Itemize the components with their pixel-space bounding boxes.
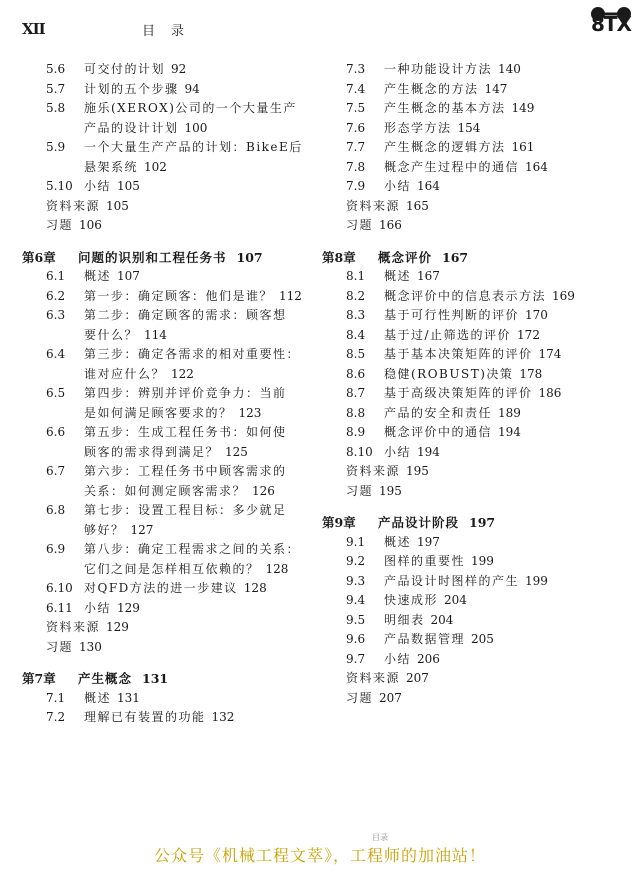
entry-title-cont: 悬架系统 <box>84 159 139 174</box>
toc-entry <box>322 345 622 365</box>
entry-page: 174 <box>538 347 562 361</box>
toc-left-column <box>22 60 312 728</box>
entry-page: 123 <box>238 405 262 420</box>
entry-title: 图样的重要性 <box>384 554 466 568</box>
entry-page: 204 <box>430 612 454 627</box>
entry-continuation-line <box>22 521 312 541</box>
chapter-title: 产品设计阶段 <box>378 515 460 530</box>
entry-title: 小结 <box>84 600 112 615</box>
entry-first-line <box>22 345 312 365</box>
entry-title-cont: 顾客的需求得到满足？ <box>84 444 220 459</box>
toc-entry-wrapped <box>22 99 312 138</box>
entry-title: 习题 <box>346 218 374 232</box>
entry-title: 小结 <box>384 179 412 193</box>
chapter-label: 第9章 <box>322 515 356 530</box>
footer-promo-text: 公众号《机械工程文萃》，工程师的加油站！ <box>153 846 486 865</box>
entry-page: 207 <box>379 690 402 705</box>
entry-title: 习题 <box>46 639 74 654</box>
toc-entry <box>322 119 622 139</box>
entry-page: 161 <box>511 140 535 154</box>
section-gap <box>322 501 622 513</box>
toc-misc-entry <box>22 197 312 217</box>
section-gap <box>322 236 622 248</box>
entry-page: 128 <box>243 581 267 595</box>
toc-entry <box>22 689 312 709</box>
footer-small-mark: 目录 <box>372 833 388 842</box>
section-number: 5.8 <box>46 101 66 115</box>
toc-entry <box>322 572 622 592</box>
entry-title: 产品数据管理 <box>384 632 466 646</box>
toc-entry-wrapped <box>22 501 312 540</box>
entry-page: 170 <box>525 308 548 322</box>
toc-misc-entry <box>322 462 622 482</box>
section-number: 9.5 <box>346 612 366 627</box>
entry-title: 概述 <box>384 534 412 549</box>
toc-entry-wrapped <box>22 345 312 384</box>
section-number: 7.3 <box>346 62 366 76</box>
chapter-heading <box>22 248 312 268</box>
entry-continuation-line <box>22 482 312 502</box>
entry-first-line <box>22 384 312 404</box>
entry-page: 164 <box>417 179 440 193</box>
entry-title: 第一步：确定顾客：他们是谁？ <box>84 288 274 303</box>
section-number: 7.8 <box>346 159 366 174</box>
section-number: 5.9 <box>46 140 66 154</box>
toc-entry <box>322 591 622 611</box>
section-number: 6.5 <box>46 386 66 400</box>
section-number: 8.6 <box>346 366 366 381</box>
toc-entry <box>22 60 312 80</box>
toc-entry <box>322 365 622 385</box>
entry-title-cont: 关系：如何测定顾客需求？ <box>84 483 247 498</box>
logo-text: 8TX <box>591 12 631 36</box>
toc-misc-entry <box>322 197 622 217</box>
entry-page: 186 <box>538 386 562 400</box>
entry-first-line <box>22 501 312 521</box>
toc-misc-entry <box>322 216 622 236</box>
chapter-heading <box>322 513 622 533</box>
toc-entry <box>22 80 312 100</box>
toc-entry-wrapped <box>22 306 312 345</box>
entry-page: 114 <box>144 327 167 342</box>
entry-title-cont: 要什么？ <box>84 327 139 342</box>
section-number: 6.2 <box>46 288 66 303</box>
section-number: 6.4 <box>46 347 66 361</box>
entry-page: 92 <box>171 62 187 76</box>
entry-title: 资料来源 <box>46 620 101 634</box>
toc-entry <box>322 80 622 100</box>
entry-title: 概念评价中的通信 <box>384 425 493 439</box>
section-number: 8.2 <box>346 288 366 303</box>
entry-continuation-line <box>22 158 312 178</box>
section-gap <box>22 236 312 248</box>
toc-entry <box>322 443 622 463</box>
chapter-label: 第6章 <box>22 249 56 265</box>
entry-page: 128 <box>265 561 289 576</box>
entry-title: 快速成形 <box>384 593 439 607</box>
entry-title-cont: 谁对应什么？ <box>84 366 166 381</box>
chapter-page: 197 <box>469 515 496 530</box>
section-number: 9.3 <box>346 573 366 588</box>
entry-title: 资料来源 <box>346 198 401 213</box>
entry-title: 产生概念的基本方法 <box>384 101 506 115</box>
entry-page: 140 <box>498 62 521 76</box>
toc-entry <box>22 267 312 287</box>
entry-page: 129 <box>117 600 140 615</box>
section-number: 8.7 <box>346 386 366 400</box>
toc-entry-wrapped <box>22 540 312 579</box>
entry-page: 112 <box>279 288 302 303</box>
entry-title: 第七步：设置工程目标：多少就足 <box>84 503 287 517</box>
section-number: 7.4 <box>346 81 366 96</box>
entry-title: 计划的五个步骤 <box>84 81 179 96</box>
toc-entry <box>22 708 312 728</box>
section-number: 8.1 <box>346 269 366 283</box>
section-number: 6.10 <box>46 581 73 595</box>
entry-first-line <box>22 99 312 119</box>
entry-page: 164 <box>525 159 548 174</box>
entry-page: 197 <box>417 534 440 549</box>
section-number: 7.5 <box>346 101 366 115</box>
entry-title-cont: 够好？ <box>84 522 125 537</box>
chapter-title: 问题的识别和工程任务书 <box>78 249 227 265</box>
entry-title: 施乐(XEROX)公司的一个大量生产 <box>84 101 297 115</box>
entry-title: 产品的安全和责任 <box>384 405 493 420</box>
section-number: 8.9 <box>346 425 366 439</box>
section-number: 5.7 <box>46 81 66 96</box>
chapter-heading <box>322 248 622 268</box>
toc-entry <box>322 650 622 670</box>
entry-title: 资料来源 <box>346 464 401 478</box>
entry-continuation-line <box>22 326 312 346</box>
section-number: 6.11 <box>46 600 73 615</box>
section-number: 6.6 <box>46 425 66 439</box>
entry-page: 199 <box>525 573 548 588</box>
section-number: 8.3 <box>346 308 366 322</box>
entry-page: 172 <box>517 327 540 342</box>
entry-page: 106 <box>79 218 102 232</box>
section-number: 5.10 <box>46 179 73 193</box>
entry-first-line <box>22 306 312 326</box>
toc-entry <box>322 533 622 553</box>
section-number: 6.7 <box>46 464 66 478</box>
section-number: 7.7 <box>346 140 366 154</box>
toc-entry <box>322 60 622 80</box>
page-heading: 目录 <box>142 24 201 39</box>
section-number: 6.1 <box>46 269 66 283</box>
entry-page: 125 <box>225 444 248 459</box>
chapter-heading <box>22 669 312 689</box>
entry-page: 194 <box>498 425 521 439</box>
entry-title: 产品设计时图样的产生 <box>384 573 520 588</box>
chapter-label: 第7章 <box>22 671 56 686</box>
section-number: 5.6 <box>46 62 66 76</box>
entry-title: 产生概念的方法 <box>384 81 479 96</box>
toc-entry-wrapped <box>22 462 312 501</box>
entry-page: 147 <box>484 81 508 96</box>
toc-entry <box>22 177 312 197</box>
entry-page: 154 <box>457 120 481 135</box>
toc-entry <box>322 158 622 178</box>
entry-title: 第八步：确定工程需求之间的关系： <box>84 542 301 556</box>
toc-entry <box>322 306 622 326</box>
entry-title: 第三步：确定各需求的相对重要性： <box>84 347 301 361</box>
entry-continuation-line <box>22 560 312 580</box>
entry-title: 资料来源 <box>46 198 101 213</box>
toc-entry-wrapped <box>22 423 312 462</box>
entry-page: 131 <box>117 690 140 705</box>
entry-title: 可交付的计划 <box>84 62 166 76</box>
entry-title: 基于过/止筛选的评价 <box>384 327 512 342</box>
entry-page: 195 <box>406 464 429 478</box>
entry-title: 概念产生过程中的通信 <box>384 159 520 174</box>
section-number: 9.4 <box>346 593 366 607</box>
entry-title: 第六步：工程任务书中顾客需求的 <box>84 464 287 478</box>
entry-title: 基于可行性判断的评价 <box>384 308 520 322</box>
toc-entry <box>322 177 622 197</box>
entry-page: 166 <box>379 218 402 232</box>
entry-title: 理解已有装置的功能 <box>84 710 206 724</box>
entry-page: 132 <box>211 710 235 724</box>
section-number: 8.10 <box>346 444 373 459</box>
section-number: 9.6 <box>346 632 366 646</box>
entry-page: 94 <box>184 81 200 96</box>
entry-page: 204 <box>444 593 467 607</box>
section-number: 8.4 <box>346 327 366 342</box>
toc-entry <box>22 599 312 619</box>
toc-entry-wrapped <box>22 384 312 423</box>
entry-title: 产生概念的逻辑方法 <box>384 140 506 154</box>
entry-title: 小结 <box>84 179 112 193</box>
entry-title: 稳健(ROBUST)决策 <box>384 366 514 381</box>
section-gap <box>22 657 312 669</box>
entry-page: 127 <box>130 522 154 537</box>
entry-continuation-line <box>22 365 312 385</box>
chapter-title: 概念评价 <box>378 249 433 265</box>
chapter-page: 107 <box>236 249 263 265</box>
toc-entry <box>22 287 312 307</box>
entry-title: 习题 <box>346 483 374 498</box>
entry-continuation-line <box>22 404 312 424</box>
entry-first-line <box>22 540 312 560</box>
entry-first-line <box>22 423 312 443</box>
section-number: 7.9 <box>346 179 366 193</box>
section-number: 7.2 <box>46 710 66 724</box>
entry-page: 100 <box>184 120 208 135</box>
entry-title-cont: 是如何满足顾客要求的？ <box>84 405 233 420</box>
section-number: 7.1 <box>46 690 66 705</box>
toc-misc-entry <box>322 482 622 502</box>
entry-title: 习题 <box>46 218 74 232</box>
chapter-title: 产生概念 <box>78 671 133 686</box>
entry-page: 107 <box>117 269 140 283</box>
entry-title: 资料来源 <box>346 671 401 685</box>
entry-page: 199 <box>471 554 494 568</box>
chapter-label: 第8章 <box>322 249 356 265</box>
entry-title-cont: 它们之间是怎样相互依赖的？ <box>84 561 260 576</box>
entry-title: 一种功能设计方法 <box>384 62 493 76</box>
entry-page: 189 <box>498 405 521 420</box>
entry-page: 178 <box>519 366 543 381</box>
entry-title: 第四步：辨别并评价竞争力：当前 <box>84 386 287 400</box>
entry-title: 概述 <box>384 269 412 283</box>
section-number: 6.9 <box>46 542 66 556</box>
entry-title-cont: 产品的设计计划 <box>84 120 179 135</box>
toc-entry <box>322 384 622 404</box>
toc-entry <box>322 552 622 572</box>
toc-entry <box>22 579 312 599</box>
entry-title: 概述 <box>84 690 112 705</box>
toc-entry-wrapped <box>22 138 312 177</box>
toc-misc-entry <box>322 689 622 709</box>
section-number: 6.8 <box>46 503 66 517</box>
section-number: 9.7 <box>346 651 366 666</box>
entry-first-line <box>22 138 312 158</box>
entry-page: 169 <box>552 288 575 303</box>
entry-title: 第二步：确定顾客的需求：顾客想 <box>84 308 287 322</box>
toc-entry <box>322 326 622 346</box>
section-number: 8.5 <box>346 347 366 361</box>
toc-entry <box>322 423 622 443</box>
entry-page: 129 <box>106 620 129 634</box>
toc-entry <box>322 287 622 307</box>
entry-page: 126 <box>252 483 275 498</box>
entry-title: 基于高级决策矩阵的评价 <box>384 386 533 400</box>
toc-right-column <box>322 60 622 708</box>
entry-title: 一个大量生产产品的计划：BikeE后 <box>84 140 303 154</box>
entry-page: 205 <box>471 632 494 646</box>
entry-title: 第五步：生成工程任务书：如何使 <box>84 425 287 439</box>
toc-misc-entry <box>22 638 312 658</box>
entry-page: 195 <box>379 483 402 498</box>
entry-page: 167 <box>417 269 440 283</box>
chapter-page: 167 <box>442 249 469 265</box>
entry-page: 105 <box>117 179 140 193</box>
section-number: 7.6 <box>346 120 366 135</box>
entry-page: 149 <box>511 101 535 115</box>
entry-first-line <box>22 462 312 482</box>
entry-page: 165 <box>406 198 429 213</box>
toc-entry <box>322 630 622 650</box>
section-number: 6.3 <box>46 308 66 322</box>
entry-continuation-line <box>22 119 312 139</box>
entry-title: 概述 <box>84 269 112 283</box>
entry-page: 206 <box>417 651 440 666</box>
section-number: 9.1 <box>346 534 366 549</box>
toc-misc-entry <box>322 669 622 689</box>
entry-page: 130 <box>79 639 102 654</box>
toc-misc-entry <box>22 618 312 638</box>
entry-title: 基于基本决策矩阵的评价 <box>384 347 533 361</box>
entry-page: 102 <box>144 159 167 174</box>
toc-misc-entry <box>22 216 312 236</box>
section-number: 8.8 <box>346 405 366 420</box>
entry-page: 122 <box>171 366 194 381</box>
entry-page: 207 <box>406 671 429 685</box>
entry-title: 对QFD方法的进一步建议 <box>84 581 238 595</box>
entry-title: 概念评价中的信息表示方法 <box>384 288 547 303</box>
entry-title: 习题 <box>346 690 374 705</box>
section-number: 9.2 <box>346 554 366 568</box>
chapter-page: 131 <box>142 671 169 686</box>
entry-continuation-line <box>22 443 312 463</box>
toc-entry <box>322 404 622 424</box>
toc-entry <box>322 138 622 158</box>
entry-page: 105 <box>106 198 129 213</box>
entry-title: 小结 <box>384 651 412 666</box>
publisher-logo <box>586 4 636 48</box>
page-number: XII <box>22 20 45 38</box>
toc-entry <box>322 267 622 287</box>
toc-entry <box>322 99 622 119</box>
entry-page: 194 <box>417 444 440 459</box>
entry-title: 小结 <box>384 444 412 459</box>
entry-title: 明细表 <box>384 612 425 627</box>
toc-entry <box>322 611 622 631</box>
entry-title: 形态学方法 <box>384 120 452 135</box>
